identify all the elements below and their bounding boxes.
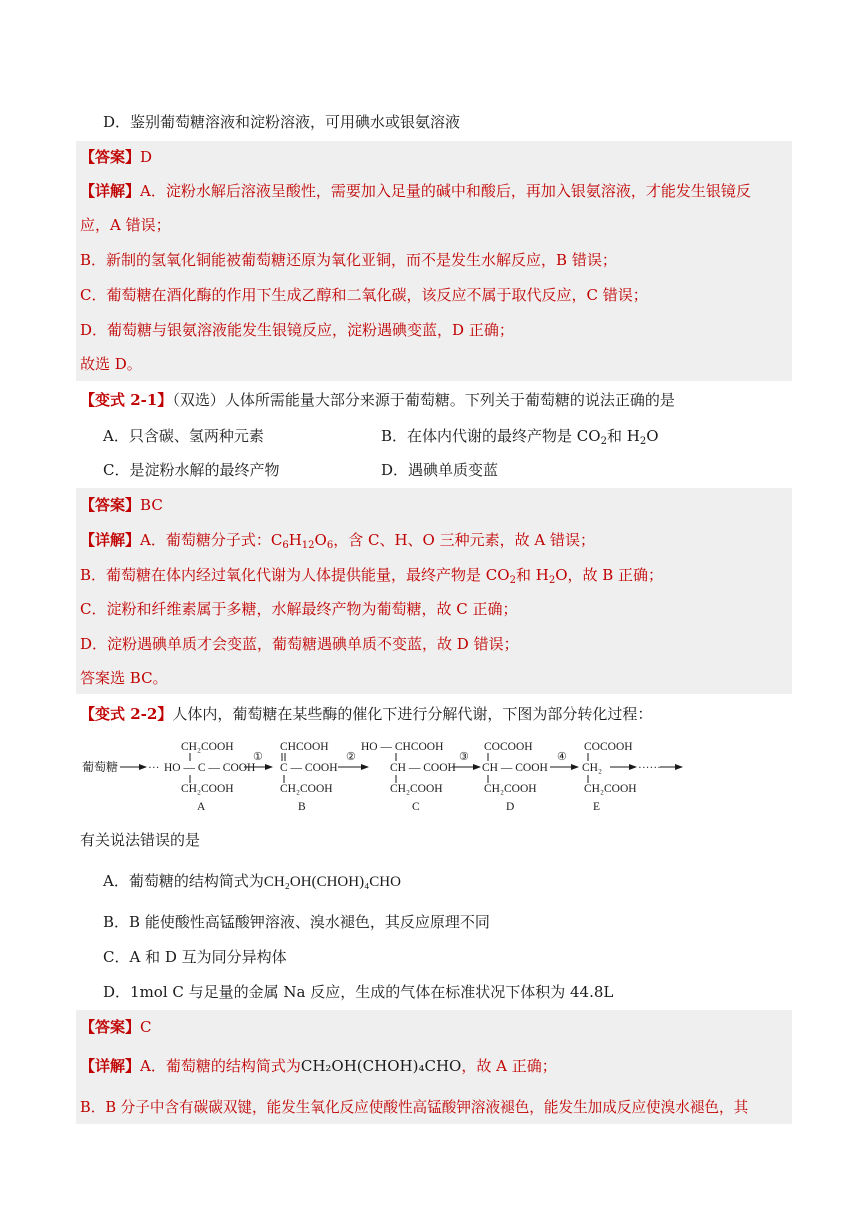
- answer-value: BC: [140, 496, 163, 514]
- q3-stem: [80, 704, 652, 724]
- q2-detail-b: B．葡萄糖在体内经过氧化代谢为人体提供能量，最终产物是 $CO_2$和 $H_2O$，故 B 正确；: [80, 566, 664, 586]
- q2-detail-d: D．淀粉遇碘单质才会变蓝，葡萄糖遇碘单质不变蓝，故 D 错误；: [80, 635, 519, 653]
- compound-e-mid: CH₂: [582, 762, 602, 774]
- compound-a-top: CH₂COOH: [181, 741, 234, 753]
- q3-question: 有关说法错误的是: [80, 831, 201, 849]
- compound-e-label: E: [593, 801, 601, 813]
- detail-text: A．葡萄糖的结构简式为: [140, 1057, 301, 1075]
- q3-option-a: [103, 871, 401, 892]
- compound-b-mid: C — COOH: [280, 762, 338, 774]
- q1-detail-d: D．葡萄糖与银氨溶液能发生银镜反应，淀粉遇碘变蓝，D 正确；: [80, 321, 514, 339]
- compound-e-top: COCOOH: [584, 741, 633, 753]
- opt-a-text: A．葡萄糖的结构简式为: [103, 872, 264, 890]
- step-2: ②: [346, 751, 356, 763]
- detail-text-3: O，故 B 正确；: [555, 566, 664, 584]
- q1-conclusion: 故选 D。: [80, 355, 142, 373]
- detail-text-2: ，含 C、H、O 三种元素，故 A 错误；: [333, 531, 595, 549]
- detail-text-2: 和 H: [515, 566, 549, 584]
- glucose-formula: CH₂OH(CHOH)₄CHO: [263, 874, 401, 890]
- q3-option-c: C．A 和 D 互为同分异构体: [103, 948, 287, 966]
- compound-d-mid: CH — COOH: [482, 762, 548, 774]
- detail-text-2: ，故 A 正确；: [461, 1057, 557, 1075]
- q1-answer: [80, 147, 152, 167]
- answer-value: D: [140, 148, 153, 166]
- q1-detail-c: C．葡萄糖在酒化酶的作用下生成乙醇和二氧化碳，该反应不属于取代反应，C 错误；: [80, 286, 648, 304]
- q2-detail-a: 【详解】A．葡萄糖分子式：$C_6H_{12}O_6$，含 C、H、O 三种元素，故 A 错误；: [80, 531, 595, 551]
- compound-e-bot: CH₂COOH: [584, 783, 637, 795]
- q1-detail-a-line1: [80, 181, 751, 201]
- q2-option-c: C．是淀粉水解的最终产物: [103, 461, 280, 479]
- scheme-end-dots: ······: [638, 762, 661, 774]
- q1-detail-a-line2: 应，A 错误；: [80, 216, 171, 234]
- detail-text: B．葡萄糖在体内经过氧化代谢为人体提供能量，最终产物是 CO: [80, 566, 510, 584]
- compound-d-label: D: [506, 801, 515, 813]
- answer-tag: 【答案】: [80, 148, 141, 166]
- stem-text: （双选）人体所需能量大部分来源于葡萄糖。下列关于葡萄糖的说法正确的是: [172, 391, 675, 409]
- answer-tag: 【答案】: [80, 496, 141, 514]
- compound-a-label: A: [197, 801, 206, 813]
- opt-b-text: B．在体内代谢的最终产物是 CO: [381, 427, 601, 445]
- reaction-scheme: [76, 736, 696, 814]
- variant-tag: 【变式 2-2】: [80, 705, 173, 723]
- q2-stem: [80, 390, 675, 410]
- q2-answer: [80, 495, 163, 515]
- answer-value: C: [140, 1018, 152, 1036]
- compound-a-bot: CH₂COOH: [181, 783, 234, 795]
- q3-detail-a: [80, 1056, 557, 1076]
- compound-b-label: B: [298, 801, 306, 813]
- q2-answer-block: [76, 488, 792, 694]
- compound-b-top: CHCOOH: [280, 741, 329, 753]
- glucose-formula: CH₂OH(CHOH)₄CHO: [300, 1057, 462, 1075]
- step-3: ③: [459, 751, 469, 763]
- q2-detail-c: C．淀粉和纤维素属于多糖，水解最终产物为葡萄糖，故 C 正确；: [80, 600, 518, 618]
- stem-text: 人体内，葡萄糖在某些酶的催化下进行分解代谢，下图为部分转化过程：: [172, 705, 653, 723]
- q3-option-d: D．1mol C 与足量的金属 Na 反应，生成的气体在标准状况下体积为 44.8L: [103, 983, 614, 1001]
- compound-d-top: COCOOH: [484, 741, 533, 753]
- detail-tag: 【详解】: [80, 531, 141, 549]
- compound-c-top: HO — CHCOOH: [361, 741, 444, 753]
- step-4: ④: [557, 751, 567, 763]
- opt-b-text-3: O: [646, 427, 659, 445]
- q3-detail-b: B．B 分子中含有碳碳双键，能发生氧化反应使酸性高锰酸钾溶液褪色，能发生加成反应使溴水褪色，其: [80, 1099, 749, 1116]
- q1-detail-b: B．新制的氢氧化铜能被葡萄糖还原为氧化亚铜，而不是发生水解反应，B 错误；: [80, 251, 617, 269]
- compound-c-label: C: [412, 801, 420, 813]
- q2-option-a: A．只含碳、氢两种元素: [103, 427, 264, 445]
- detail-text: A．淀粉水解后溶液呈酸性，需要加入足量的碱中和酸后，再加入银氨溶液，才能发生银镜反: [140, 182, 751, 200]
- detail-tag: 【详解】: [80, 182, 141, 200]
- q1-option-d: D．鉴别葡萄糖溶液和淀粉溶液，可用碘水或银氨溶液: [103, 113, 461, 131]
- variant-tag: 【变式 2-1】: [80, 391, 173, 409]
- detail-tag: 【详解】: [80, 1057, 141, 1075]
- compound-b-bot: CH₂COOH: [280, 783, 333, 795]
- compound-c-bot: CH₂COOH: [390, 783, 443, 795]
- opt-b-text-2: 和 H: [606, 427, 640, 445]
- q2-conclusion: 答案选 BC。: [80, 669, 168, 687]
- compound-c-mid: CH — COOH: [390, 762, 456, 774]
- q2-option-d: D．遇碘单质变蓝: [381, 461, 499, 479]
- compound-d-bot: CH₂COOH: [484, 783, 537, 795]
- q3-option-b: B．B 能使酸性高锰酸钾溶液、溴水褪色，其反应原理不同: [103, 913, 490, 931]
- scheme-start: 葡萄糖: [82, 760, 119, 774]
- q3-answer: [80, 1017, 152, 1037]
- scheme-dots: ···: [148, 762, 160, 774]
- q2-option-b: B．在体内代谢的最终产物是 $CO_2$和 $H_2O$: [381, 427, 659, 447]
- step-1: ①: [253, 751, 263, 763]
- answer-tag: 【答案】: [80, 1018, 141, 1036]
- detail-text: A．葡萄糖分子式：C: [140, 531, 283, 549]
- compound-a-mid: HO — C — COOH: [164, 762, 256, 774]
